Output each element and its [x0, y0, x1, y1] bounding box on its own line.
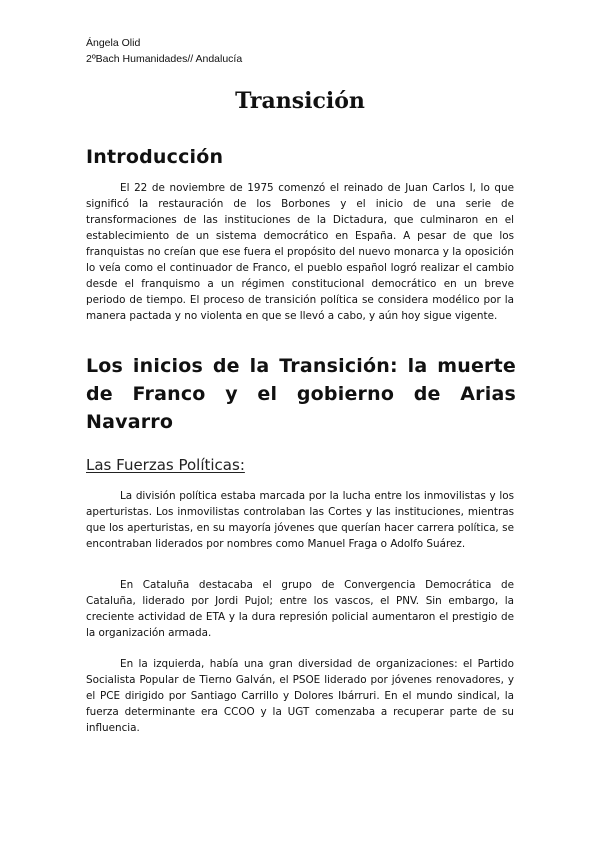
paragraph-fuerzas-3: En la izquierda, había una gran diversidad de organizaciones: el Partido Socialista Popular de Tierno Galván, el PSOE liderado por jóvenes renovadores, y el PCE dirigido por Santiago Carrillo y Dolores Ibárruri. En el mundo sindical, la fuerza determinante era CCOO y la UGT comenzaba a recuperar parte de su influencia. — [86, 658, 514, 734]
paragraph-fuerzas-2: En Cataluña destacaba el grupo de Convergencia Democrática de Cataluña, liderado por Jordi Pujol; entre los vascos, el PNV. Sin embargo, la creciente actividad de ETA y la dura represión policial aumentaron el prestigio de la organización armada. — [86, 579, 514, 639]
section-heading-introduccion: Introducción — [86, 146, 224, 168]
intro-paragraph: El 22 de noviembre de 1975 comenzó el reinado de Juan Carlos I, lo que significó la restauración de los Borbones y el inicio de una serie de transformaciones de las instituciones de la Dictadura, que culminaron en el establecimiento de un sistema democrático en España. A pesar de que los franquistas no creían que ese fuera el propósito del nuevo monarca y la oposición lo veía como el continuador de Franco, el pueblo español logró realizar el cambio desde el franquismo a un régimen constitucional democrático en un breve periodo de tiempo. El proceso de transición política se considera modélico por la manera pactada y no violenta en que se llevó a cabo, y aún hoy sigue vigente. — [86, 182, 514, 322]
section-heading-inicios: Los inicios de la Transición: la muerte de Franco y el gobierno de Arias Navarro — [86, 355, 516, 433]
document-title: Transición — [235, 88, 365, 114]
subheading-fuerzas-politicas: Las Fuerzas Políticas: — [86, 456, 245, 474]
paragraph-fuerzas-1: La división política estaba marcada por la lucha entre los inmovilistas y los aperturistas. Los inmovilistas controlaban las Cortes y las instituciones, mientras que los aperturistas, en su mayoría jóvenes que querían hacer carrera política, se encontraban liderados por nombres como Manuel Fraga o Adolfo Suárez. — [86, 490, 514, 550]
course-label: 2ºBach Humanidades// Andalucía — [86, 53, 243, 65]
author-name: Ángela Olid — [86, 37, 141, 49]
document-header — [86, 35, 242, 67]
